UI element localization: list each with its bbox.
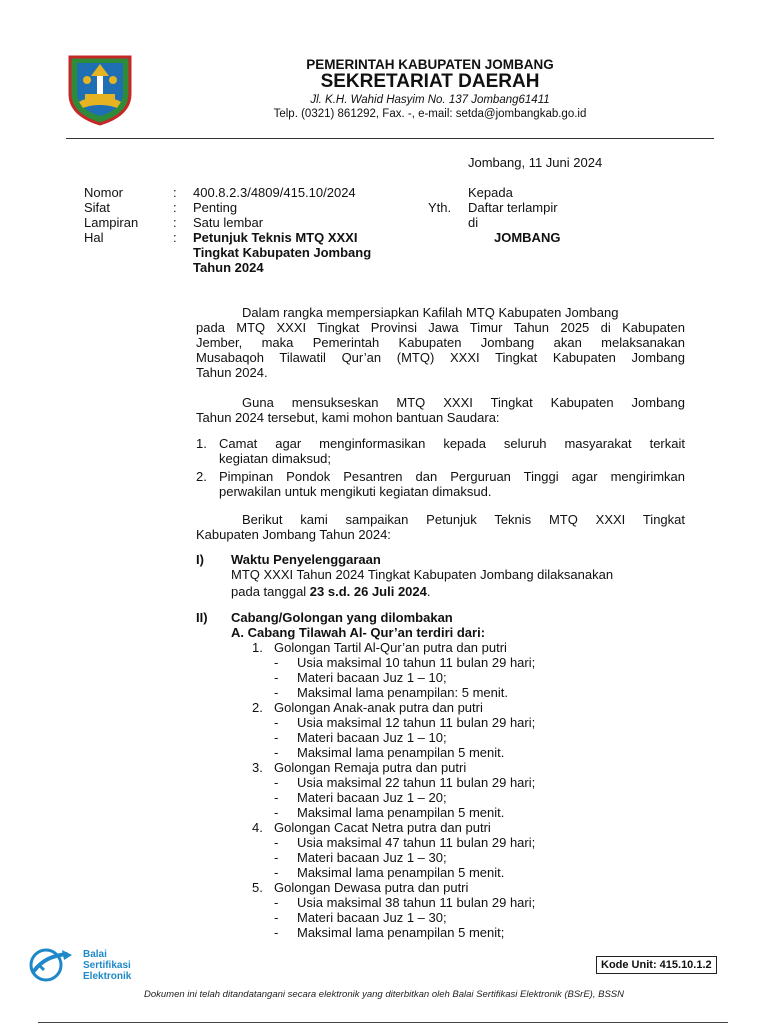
meta-label-lampiran: Lampiran [84,215,139,230]
list-number: 2. [196,469,207,484]
golongan-number: 5. [252,880,263,895]
header-government: PEMERINTAH KABUPATEN JOMBANG [306,57,554,72]
golongan-number: 1. [252,640,263,655]
meta-sep: : [173,230,177,245]
dash-bullet: - [274,790,279,805]
paragraph-1-line-1: Dalam rangka mempersiapkan Kafilah MTQ Kabupaten Jombang [242,305,619,320]
paragraph-3-line-2: Kabupaten Jombang Tahun 2024: [196,527,391,542]
addressee-yth: Yth. [428,200,452,215]
footer-divider [38,1022,728,1023]
dash-bullet: - [274,745,279,760]
golongan-requirement: Usia maksimal 12 tahun 11 bulan 29 hari; [297,715,536,730]
meta-value-lampiran: Satu lembar [193,215,264,230]
list-item-2-line-2: perwakilan untuk mengikuti kegiatan dimaksud. [219,484,492,499]
letter-date: Jombang, 11 Juni 2024 [468,155,603,170]
meta-sep: : [173,185,177,200]
dash-bullet: - [274,850,279,865]
golongan-requirement: Maksimal lama penampilan 5 menit; [297,925,505,940]
addressee-kepada: Kepada [468,185,513,200]
dash-bullet: - [274,835,279,850]
paragraph-1-line-5: Tahun 2024. [196,365,268,380]
header-address: Jl. K.H. Wahid Hasyim No. 137 Jombang61411 [310,94,550,106]
kabupaten-jombang-emblem [67,54,133,126]
list-item-1-line-2: kegiatan dimaksud; [219,451,332,466]
header-divider [66,138,714,139]
meta-value-hal-line2: Tingkat Kabupaten Jombang [193,245,372,260]
golongan-requirement: Usia maksimal 47 tahun 11 bulan 29 hari; [297,835,536,850]
bsre-logo-icon [26,946,78,982]
paragraph-1-line-4: Musabaqoh Tilawatil Qur’an (MTQ) XXXI Tingkat Kabupaten Jombang [196,350,685,365]
dash-bullet: - [274,655,279,670]
golongan-requirement: Materi bacaan Juz 1 – 30; [297,910,447,925]
meta-value-sifat: Penting [193,200,238,215]
golongan-requirement: Usia maksimal 10 tahun 11 bulan 29 hari; [297,655,536,670]
dash-bullet: - [274,775,279,790]
paragraph-2-line-2: Tahun 2024 tersebut, kami mohon bantuan Saudara: [196,410,500,425]
golongan-number: 2. [252,700,263,715]
section-1-line-2: pada tanggal 23 s.d. 26 Juli 2024. [231,584,431,599]
golongan-requirement: Materi bacaan Juz 1 – 20; [297,790,447,805]
dash-bullet: - [274,685,279,700]
list-item-2-line-1: Pimpinan Pondok Pesantren dan Perguruan Tinggi agar mengirimkan [219,469,685,484]
golongan-requirement: Usia maksimal 38 tahun 11 bulan 29 hari; [297,895,536,910]
dash-bullet: - [274,925,279,940]
dash-bullet: - [274,805,279,820]
addressee-recipient: Daftar terlampir [468,200,558,215]
meta-value-nomor: 400.8.2.3/4809/415.10/2024 [193,185,356,200]
meta-value-hal: Petunjuk Teknis MTQ XXXI [193,230,358,245]
section-2-subtitle: A. Cabang Tilawah Al- Qur’an terdiri dari: [231,625,486,640]
paragraph-1-line-3: Jember, maka Pemerintah Kabupaten Jombang akan melaksanakan [196,335,685,350]
header-contact: Telp. (0321) 861292, Fax. -, e-mail: setda@jombangkab.go.id [273,108,587,120]
golongan-number: 4. [252,820,263,835]
section-1-number: I) [196,552,204,567]
paragraph-1-line-2: pada MTQ XXXI Tingkat Provinsi Jawa Timur Tahun 2025 di Kabupaten [196,320,685,335]
section-2-title: Cabang/Golongan yang dilombakan [231,610,453,625]
golongan-title: Golongan Remaja putra dan putri [274,760,467,775]
golongan-number: 3. [252,760,263,775]
bsre-label: Balai Sertifikasi Elektronik [83,949,132,982]
event-dates: 23 s.d. 26 Juli 2024 [309,584,427,599]
dash-bullet: - [274,730,279,745]
meta-label-hal: Hal [84,230,104,245]
paragraph-3-line-1: Berikut kami sampaikan Petunjuk Teknis MTQ XXXI Tingkat [242,512,685,527]
golongan-requirement: Materi bacaan Juz 1 – 10; [297,730,447,745]
meta-sep: : [173,200,177,215]
golongan-requirement: Maksimal lama penampilan 5 menit. [297,745,505,760]
dash-bullet: - [274,910,279,925]
golongan-requirement: Maksimal lama penampilan 5 menit. [297,805,505,820]
addressee-city: JOMBANG [494,230,561,245]
golongan-requirement: Materi bacaan Juz 1 – 30; [297,850,447,865]
golongan-requirement: Maksimal lama penampilan 5 menit. [297,865,505,880]
meta-label-nomor: Nomor [84,185,124,200]
section-1-title: Waktu Penyelenggaraan [231,552,381,567]
meta-sep: : [173,215,177,230]
golongan-requirement: Materi bacaan Juz 1 – 10; [297,670,447,685]
dash-bullet: - [274,865,279,880]
golongan-requirement: Usia maksimal 22 tahun 11 bulan 29 hari; [297,775,536,790]
section-1-line-1: MTQ XXXI Tahun 2024 Tingkat Kabupaten Jombang dilaksanakan [231,567,614,582]
header-office: SEKRETARIAT DAERAH [320,71,540,92]
golongan-title: Golongan Tartil Al-Qur’an putra dan putri [274,640,507,655]
kode-unit-badge: Kode Unit: 415.10.1.2 [596,956,717,974]
golongan-requirement: Maksimal lama penampilan: 5 menit. [297,685,508,700]
addressee-di: di [468,215,479,230]
golongan-title: Golongan Dewasa putra dan putri [274,880,469,895]
signature-notice: Dokumen ini telah ditandatangani secara elektronik yang diterbitkan oleh Balai Sertifikasi Elektronik (BSrE), BSSN [144,989,624,1000]
meta-label-sifat: Sifat [84,200,111,215]
meta-value-hal-line3: Tahun 2024 [193,260,264,275]
dash-bullet: - [274,895,279,910]
dash-bullet: - [274,670,279,685]
dash-bullet: - [274,715,279,730]
golongan-title: Golongan Anak-anak putra dan putri [274,700,483,715]
list-number: 1. [196,436,207,451]
golongan-title: Golongan Cacat Netra putra dan putri [274,820,491,835]
paragraph-2-line-1: Guna mensukseskan MTQ XXXI Tingkat Kabupaten Jombang [242,395,685,410]
section-2-number: II) [196,610,208,625]
list-item-1-line-1: Camat agar menginformasikan kepada seluruh masyarakat terkait [219,436,685,451]
